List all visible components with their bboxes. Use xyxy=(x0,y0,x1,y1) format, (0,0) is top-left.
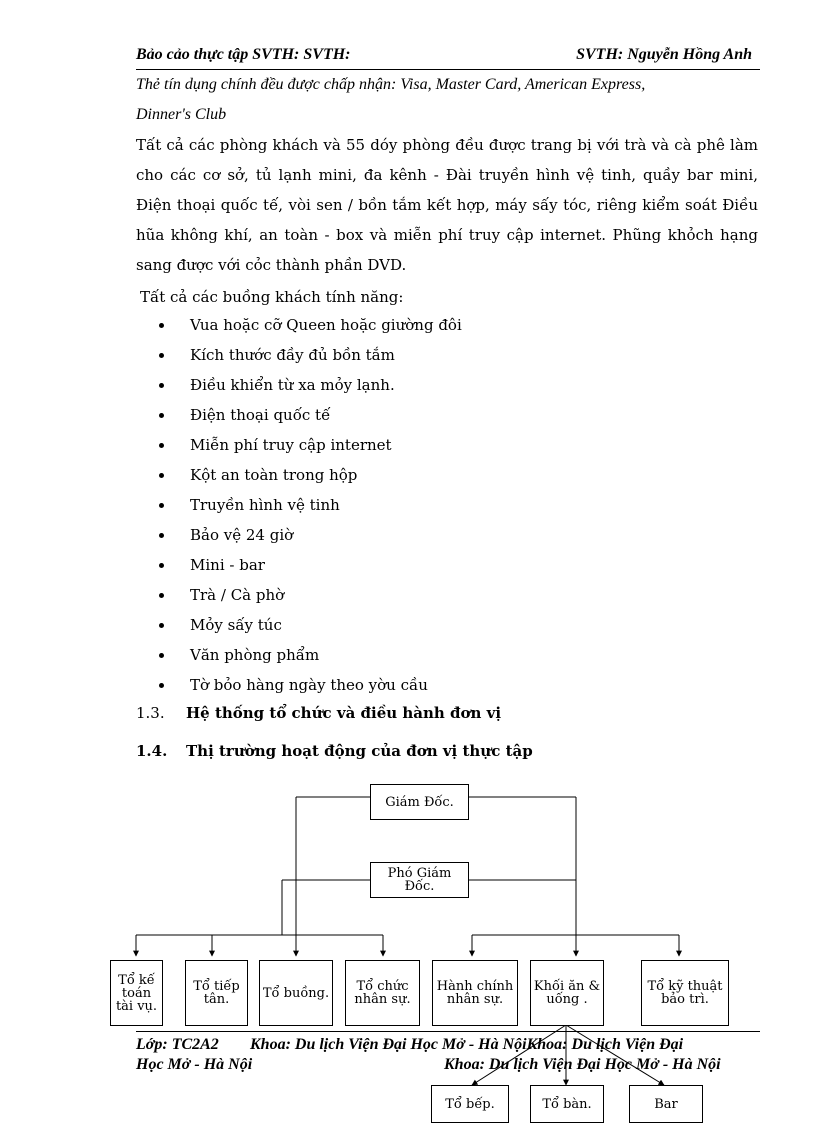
list-item: Miễn phí truy cập internet xyxy=(156,430,462,460)
footer-faculty-line-2: Học Mở - Hà Nội xyxy=(136,1056,253,1073)
list-item: Trà / Cà phờ xyxy=(156,580,462,610)
org-sub-bar: Bar xyxy=(629,1085,703,1123)
section-title: Hệ thống tổ chức và điều hành đơn vị xyxy=(186,704,502,722)
org-dept-food-beverage: Khối ăn & uống . xyxy=(530,960,604,1026)
org-dept-reception: Tổ tiếp tân. xyxy=(185,960,248,1026)
list-item: Kột an toàn trong hộp xyxy=(156,460,462,490)
org-dept-accounting: Tổ kế toán tài vụ. xyxy=(110,960,163,1026)
features-intro: Tất cả các buồng khách tính năng: xyxy=(140,288,404,306)
amenities-paragraph: Tất cả các phòng khách và 55 dóy phòng đều được trang bị với trà và cà phê làm cho các cơ sở, tủ lạnh mini, đa kênh - Đài truyền hình vệ tinh, quầy bar mini, Điện thoại quốc tế, vòi sen / bồn tắm kết hợp, máy sấy tóc, riêng kiểm soát Điều hũa không khí, an toàn - box và miễn phí truy cập internet. Phũng khỏch hạng sang được với cỏc thành phần DVD. xyxy=(136,136,758,274)
header-right: SVTH: Nguyễn Hồng Anh xyxy=(576,46,752,63)
list-item: Tờ bỏo hàng ngày theo yờu cầu xyxy=(156,670,462,700)
org-dept-maintenance: Tổ kỹ thuật bảo trì. xyxy=(641,960,729,1026)
credit-cards-line-1: Thẻ tín dụng chính đều được chấp nhận: Visa, Master Card, American Express, xyxy=(136,76,646,93)
footer-faculty-line-1: Khoa: Du lịch Viện Đại Học Mở - Hà NộiKhoa: Du lịch Viện Đại xyxy=(250,1036,684,1053)
list-item: Văn phòng phẩm xyxy=(156,640,462,670)
org-sub-kitchen: Tổ bếp. xyxy=(431,1085,509,1123)
section-number: 1.4. xyxy=(136,742,168,760)
section-number: 1.3. xyxy=(136,704,165,722)
org-director-box: Giám Đốc. xyxy=(370,784,469,820)
list-item: Bảo vệ 24 giờ xyxy=(156,520,462,550)
list-item: Điều khiển từ xa mỏy lạnh. xyxy=(156,370,462,400)
header-left: Bảo cảo thực tập SVTH: SVTH: xyxy=(136,46,351,63)
org-deputy-box: Phó Giám Đốc. xyxy=(370,862,469,898)
org-dept-personnel: Tổ chức nhân sự. xyxy=(345,960,420,1026)
list-item: Kích thước đầy đủ bồn tắm xyxy=(156,340,462,370)
org-dept-housekeeping: Tổ buồng. xyxy=(259,960,333,1026)
org-dept-administration: Hành chính nhân sự. xyxy=(432,960,518,1026)
list-item: Mini - bar xyxy=(156,550,462,580)
list-item: Vua hoặc cỡ Queen hoặc giường đôi xyxy=(156,310,462,340)
section-title: Thị trường hoạt động của đơn vị thực tập xyxy=(186,742,533,760)
list-item: Mỏy sấy túc xyxy=(156,610,462,640)
list-item: Điện thoại quốc tế xyxy=(156,400,462,430)
list-item: Truyền hình vệ tinh xyxy=(156,490,462,520)
footer-rule xyxy=(136,1031,760,1032)
footer-faculty-line-3: Khoa: Du lịch Viện Đại Học Mở - Hà Nội xyxy=(444,1056,721,1073)
org-sub-service: Tổ bàn. xyxy=(530,1085,604,1123)
footer-class: Lớp: TC2A2 xyxy=(136,1036,219,1053)
credit-cards-line-2: Dinner's Club xyxy=(136,106,227,123)
